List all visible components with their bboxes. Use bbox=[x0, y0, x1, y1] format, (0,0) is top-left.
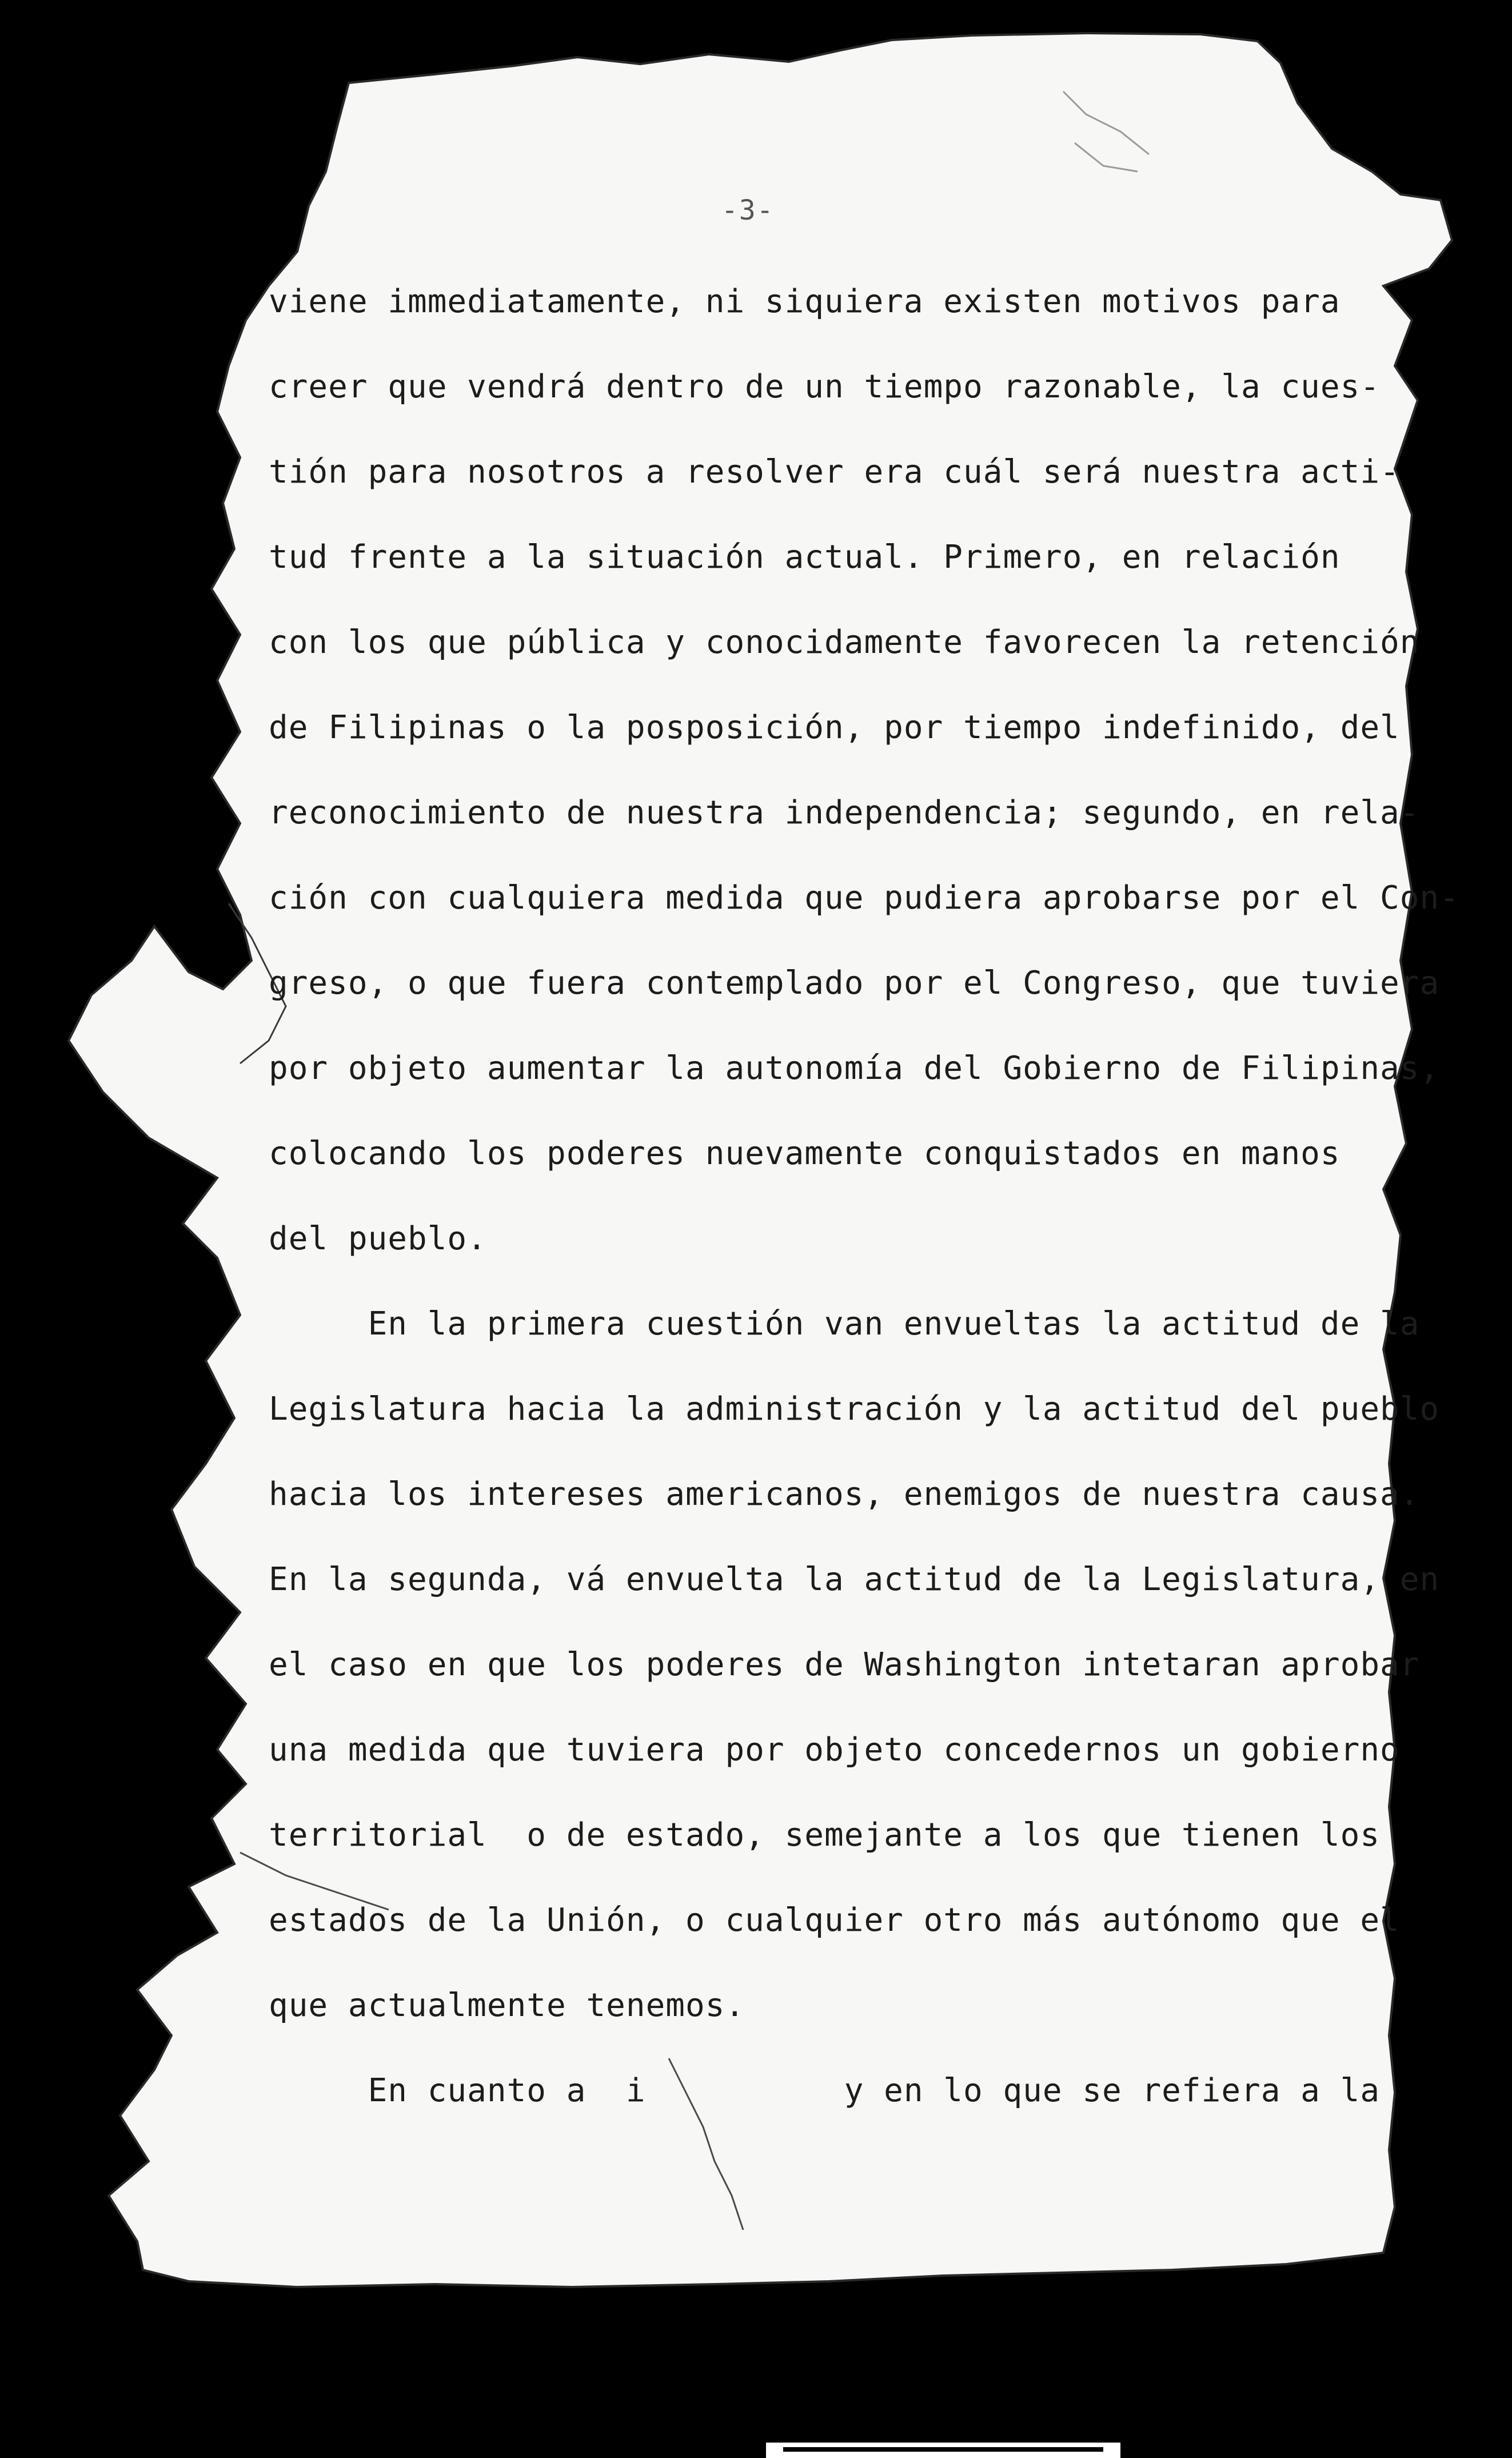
text-line: Legislatura hacia la administración y la actitud del pueblo bbox=[269, 1391, 1440, 1428]
text-line: estados de la Unión, o cualquier otro más autónomo que el bbox=[269, 1902, 1400, 1939]
text-line: colocando los poderes nuevamente conquistados en manos bbox=[269, 1135, 1341, 1172]
text-line: reconocimiento de nuestra independencia; segundo, en rela- bbox=[269, 794, 1420, 831]
text-line: En la primera cuestión van envueltas la actitud de la bbox=[269, 1305, 1420, 1342]
text-line: En cuanto a i y en lo que se refiera a la bbox=[269, 2072, 1381, 2109]
text-line: En la segunda, vá envuelta la actitud de la Legislatura, en bbox=[269, 1561, 1440, 1598]
text-line: de Filipinas o la posposición, por tiempo indefinido, del bbox=[269, 709, 1400, 746]
text-line: del pueblo. bbox=[269, 1220, 487, 1257]
text-line: hacia los intereses americanos, enemigos de nuestra causa. bbox=[269, 1476, 1420, 1513]
text-line: viene immediatamente, ni siquiera existen motivos para bbox=[269, 283, 1341, 320]
text-line: territorial o de estado, semejante a los que tienen los bbox=[269, 1816, 1381, 1854]
film-frame-tab-inner bbox=[783, 2447, 1103, 2452]
text-line: ción con cualquiera medida que pudiera aprobarse por el Con- bbox=[269, 879, 1459, 917]
text-line: con los que pública y conocidamente favorecen la retención bbox=[269, 624, 1420, 661]
text-line: una medida que tuviera por objeto concedernos un gobierno bbox=[269, 1731, 1400, 1768]
text-line: tud frente a la situación actual. Primero, en relación bbox=[269, 539, 1341, 576]
text-line: el caso en que los poderes de Washington intetaran aprobar bbox=[269, 1646, 1420, 1683]
text-line: creer que vendrá dentro de un tiempo razonable, la cues- bbox=[269, 368, 1381, 405]
text-line: tión para nosotros a resolver era cuál será nuestra acti- bbox=[269, 453, 1400, 491]
text-line: por objeto aumentar la autonomía del Gobierno de Filipinas, bbox=[269, 1050, 1440, 1087]
text-line: que actualmente tenemos. bbox=[269, 1987, 745, 2024]
text-line: greso, o que fuera contemplado por el Congreso, que tuviera bbox=[269, 965, 1440, 1002]
page-number: -3- bbox=[721, 194, 775, 226]
